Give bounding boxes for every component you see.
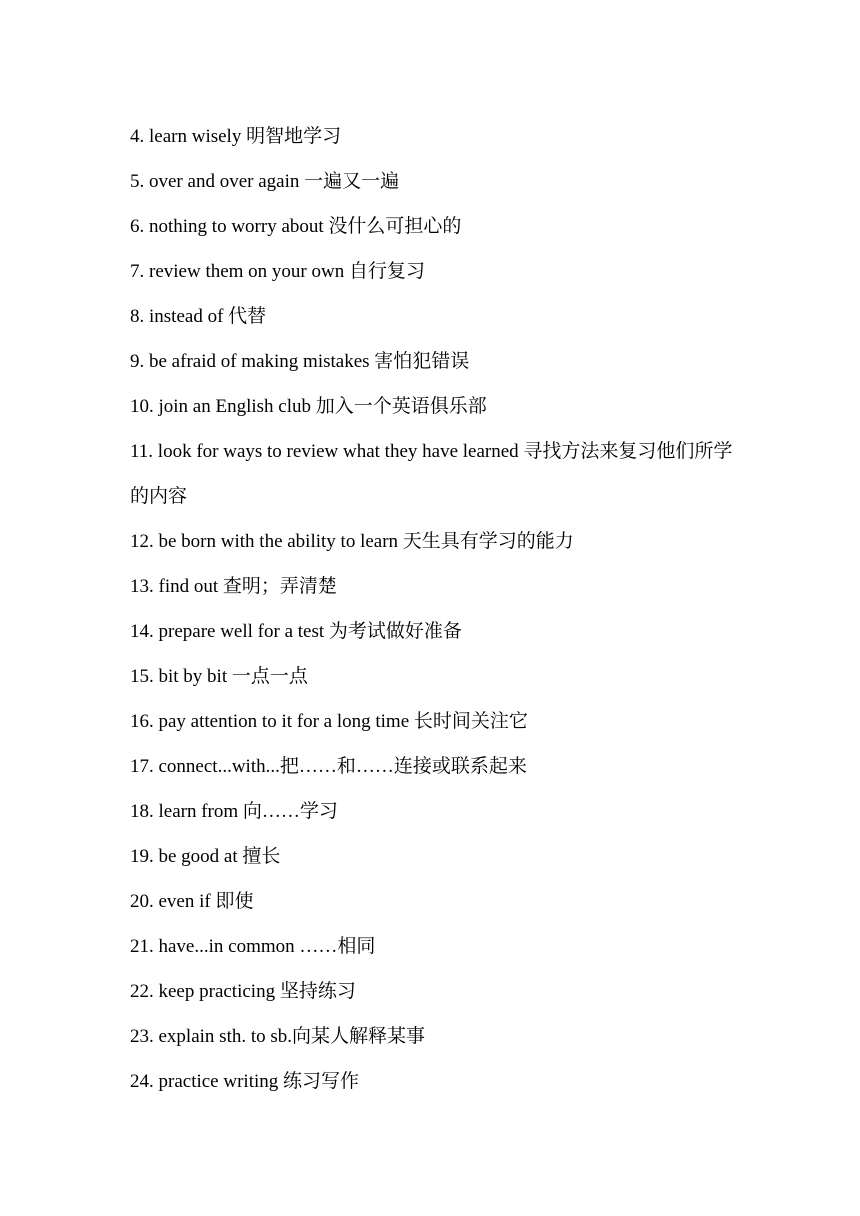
phrase-item: 6. nothing to worry about 没什么可担心的: [130, 216, 462, 237]
phrase-item: 21. have...in common ……相同: [130, 936, 376, 957]
phrase-item: 11. look for ways to review what they have learned 寻找方法来复习他们所学的内容: [130, 441, 733, 507]
phrase-item: 14. prepare well for a test 为考试做好准备: [130, 621, 462, 642]
phrase-item: 10. join an English club 加入一个英语俱乐部: [130, 396, 487, 417]
phrase-item: 17. connect...with...把……和……连接或联系起来: [130, 756, 527, 777]
phrase-list: [130, 114, 750, 1104]
phrase-item: 15. bit by bit 一点一点: [130, 666, 308, 687]
phrase-item: 8. instead of 代替: [130, 306, 267, 327]
phrase-item: 7. review them on your own 自行复习: [130, 261, 425, 282]
phrase-item: 20. even if 即使: [130, 891, 254, 912]
phrase-item: 16. pay attention to it for a long time 长时间关注它: [130, 711, 528, 732]
phrase-item: 19. be good at 擅长: [130, 846, 281, 867]
phrase-item: 12. be born with the ability to learn 天生具有学习的能力: [130, 531, 574, 552]
phrase-item: 13. find out 查明；弄清楚: [130, 576, 337, 597]
phrase-item: 22. keep practicing 坚持练习: [130, 981, 356, 1002]
phrase-item: 5. over and over again 一遍又一遍: [130, 171, 400, 192]
phrase-item: 18. learn from 向……学习: [130, 801, 338, 822]
phrase-item: 4. learn wisely 明智地学习: [130, 126, 342, 147]
phrase-item: 23. explain sth. to sb.向某人解释某事: [130, 1026, 426, 1047]
phrase-item: 24. practice writing 练习写作: [130, 1071, 360, 1092]
phrase-item: 9. be afraid of making mistakes 害怕犯错误: [130, 351, 470, 372]
